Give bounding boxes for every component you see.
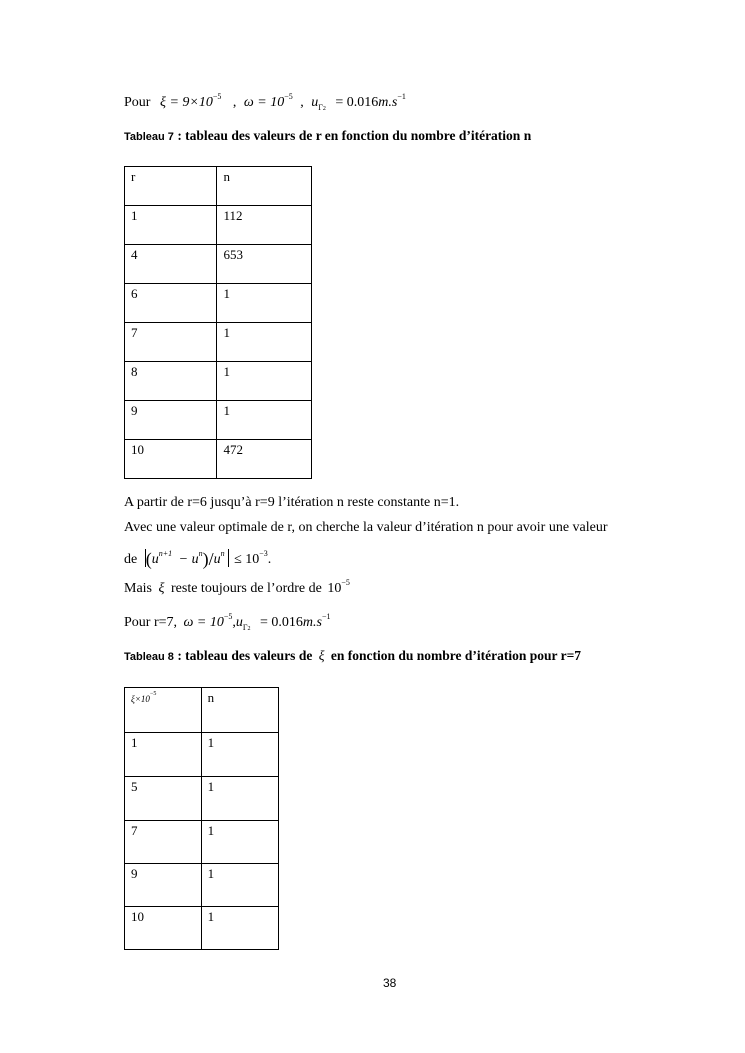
unit-exponent: −1 — [397, 92, 406, 101]
u-value-text: = 0.016 — [335, 95, 379, 110]
table-row — [125, 777, 279, 821]
omega-value — [183, 612, 233, 630]
cell-r: 7 — [125, 323, 217, 362]
unit-exponent: −1 — [321, 612, 331, 621]
subscript-index: 2 — [247, 626, 251, 632]
table-header-row — [125, 167, 312, 206]
caption-text: : tableau des valeurs de r en fonction du nombre d’itération n — [173, 128, 532, 143]
table-7 — [124, 166, 312, 479]
table-7-caption — [124, 128, 531, 145]
cell-n: 1 — [217, 362, 312, 401]
comma: , — [300, 95, 304, 110]
cell-n: 1 — [201, 907, 278, 950]
period: . — [267, 552, 272, 567]
order-base: 10 — [327, 581, 342, 596]
cell-xi: 5 — [125, 777, 202, 821]
cell-r: 9 — [125, 401, 217, 440]
table-row — [125, 323, 312, 362]
table-header-row — [125, 688, 279, 733]
table-row — [125, 440, 312, 479]
u-subscript — [318, 103, 326, 112]
comma: , — [232, 95, 237, 110]
cell-r: 1 — [125, 206, 217, 245]
header-xi-exponent: −5 — [149, 691, 157, 697]
order-value — [327, 578, 350, 596]
xi-symbol: ξ — [318, 648, 325, 663]
table-row — [125, 362, 312, 401]
cell-r: 10 — [125, 440, 217, 479]
cell-xi: 10 — [125, 907, 202, 950]
abs-bar-right — [228, 549, 229, 567]
pour-label: Pour — [124, 95, 151, 110]
paragraph-constant-iteration: A partir de r=6 jusqu’à r=9 l’itération n reste constante n=1. — [124, 495, 460, 510]
table-row — [125, 401, 312, 440]
page-number: 38 — [383, 976, 397, 990]
cell-r: 6 — [125, 284, 217, 323]
table-row — [125, 733, 279, 777]
u-symbol: u — [151, 552, 159, 567]
order-text: reste toujours de l’ordre de — [171, 581, 322, 596]
xi-symbol: ξ — [158, 581, 165, 596]
cell-n: 112 — [217, 206, 312, 245]
convergence-formula — [145, 549, 272, 569]
cell-n: 653 — [217, 245, 312, 284]
unit-text: m.s — [378, 95, 398, 110]
u-gamma-value — [235, 612, 331, 632]
caption-label: Tableau 7 — [124, 131, 174, 143]
cell-n: 472 — [217, 440, 312, 479]
caption-label: Tableau 8 — [124, 651, 174, 663]
order-exponent: −5 — [341, 578, 350, 587]
formula-line-params — [124, 92, 406, 112]
u-exponent: n — [198, 549, 203, 558]
cell-xi: 7 — [125, 821, 202, 864]
cell-r: 4 — [125, 245, 217, 284]
subscript-index: 2 — [322, 106, 326, 112]
cell-n: 1 — [217, 323, 312, 362]
gamma-symbol: Γ — [318, 103, 323, 112]
xi-text: ξ = 9×10 — [159, 95, 213, 110]
cell-xi: 9 — [125, 864, 202, 907]
table-row — [125, 821, 279, 864]
paren-open: ( — [145, 549, 152, 569]
u-symbol: u — [235, 615, 243, 630]
table-8 — [124, 687, 279, 950]
u-symbol: u — [311, 95, 319, 110]
omega-text: ω = 10 — [183, 615, 224, 630]
table-row — [125, 245, 312, 284]
header-n: n — [217, 167, 312, 206]
u-exponent: n+1 — [158, 549, 173, 558]
paragraph-optimal-r: Avec une valeur optimale de r, on cherche la valeur d’itération n pour avoir une valeur — [124, 520, 608, 535]
cell-xi: 1 — [125, 733, 202, 777]
mais-label: Mais — [124, 581, 152, 596]
leq-value: ≤ 10 — [234, 552, 260, 567]
r7-params-line — [124, 612, 331, 632]
xi-exponent: −5 — [212, 92, 222, 101]
table-row — [125, 907, 279, 950]
omega-exponent: −5 — [223, 612, 233, 621]
u-value-text: = 0.016 — [260, 615, 303, 630]
cell-n: 1 — [201, 864, 278, 907]
header-r: r — [125, 167, 217, 206]
xi-value — [159, 92, 222, 110]
cell-n: 1 — [217, 401, 312, 440]
u-exponent: n — [220, 549, 225, 558]
unit-text: m.s — [302, 615, 322, 630]
pour-r7-label: Pour r=7, — [124, 615, 178, 630]
minus-u: − u — [178, 552, 199, 567]
u-gamma-value — [311, 92, 406, 112]
paren-close: ) — [202, 549, 209, 569]
leq-exponent: −3 — [259, 549, 268, 558]
gamma-symbol: Γ — [242, 623, 248, 632]
caption-text-before: : tableau des valeurs de — [173, 648, 313, 663]
omega-value — [243, 92, 293, 110]
header-n: n — [201, 688, 278, 733]
caption-text-after: en fonction du nombre d’itération pour r=7 — [330, 648, 582, 663]
header-xi-text: ξ×10 — [131, 694, 150, 704]
table-row — [125, 864, 279, 907]
table-row — [125, 206, 312, 245]
convergence-criterion-line — [124, 549, 271, 568]
cell-r: 8 — [125, 362, 217, 401]
table-row — [125, 284, 312, 323]
comma: , — [232, 615, 236, 630]
xi-order-line — [124, 578, 350, 597]
header-xi — [125, 688, 202, 733]
u-symbol: u — [213, 552, 221, 567]
omega-exponent: −5 — [284, 92, 293, 101]
cell-n: 1 — [217, 284, 312, 323]
de-label: de — [124, 552, 138, 567]
cell-n: 1 — [201, 733, 278, 777]
u-subscript — [243, 623, 251, 632]
omega-text: ω = 10 — [243, 95, 285, 110]
table-8-caption — [124, 648, 581, 665]
cell-n: 1 — [201, 777, 278, 821]
cell-n: 1 — [201, 821, 278, 864]
slash: / — [208, 549, 214, 569]
